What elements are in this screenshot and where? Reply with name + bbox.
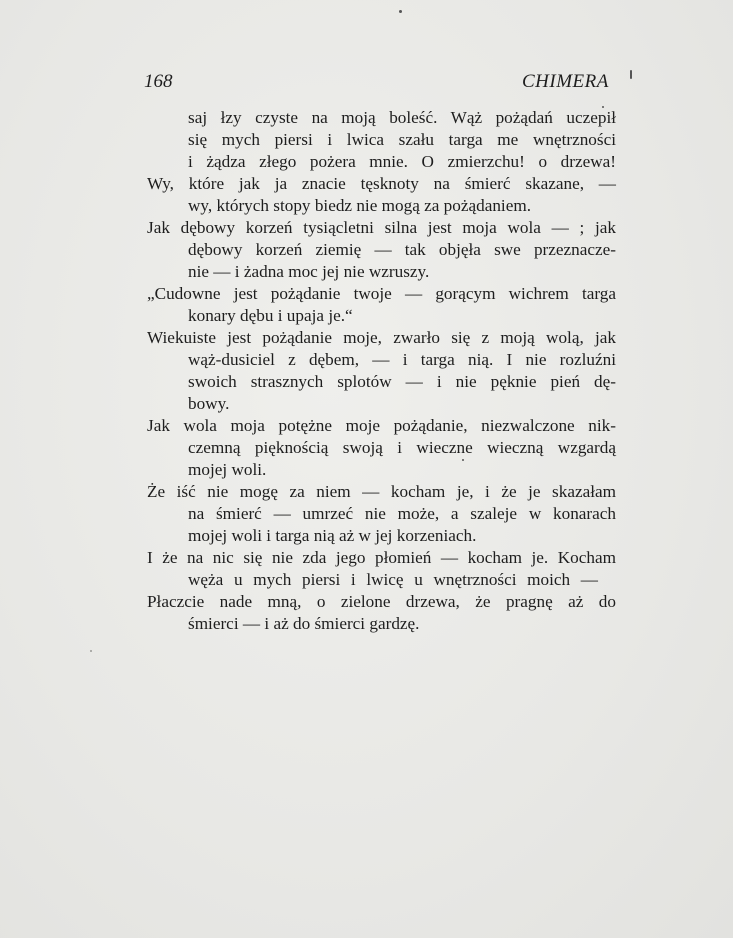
scan-speck: [462, 459, 464, 461]
text-line: na śmierć — umrzeć nie może, a szaleje w konarach: [188, 504, 616, 523]
text-line: dębowy korzeń ziemię — tak objęła swe przeznacze-: [188, 240, 616, 259]
text-line: konary dębu i upaja je.“: [188, 306, 353, 325]
text-line: śmierci — i aż do śmierci gardzę.: [188, 614, 420, 633]
text-line: bowy.: [188, 394, 230, 413]
scan-speck: [602, 106, 604, 108]
text-line: wy, których stopy biedz nie mogą za pożądaniem.: [188, 196, 532, 215]
text-line: nie — i żadna moc jej nie wzruszy.: [188, 262, 430, 281]
page-number: 168: [144, 71, 173, 92]
text-line: Jak dębowy korzeń tysiącletni silna jest moja wola — ; jak: [147, 218, 616, 237]
text-line: Jak wola moja potężne moje pożądanie, niezwalczone nik-: [147, 416, 616, 435]
scan-speck: [630, 70, 632, 79]
scan-speck: [90, 650, 92, 652]
text-line: Wiekuiste jest pożądanie moje, zwarło się z moją wolą, jak: [147, 328, 616, 347]
text-line: Wy, które jak ja znacie tęsknoty na śmierć skazane, —: [147, 174, 616, 193]
scan-speck: [399, 10, 402, 13]
text-line: węża u mych piersi i lwicę u wnętrzności moich —: [188, 570, 598, 589]
text-line: Że iść nie mogę za niem — kocham je, i że je skazałam: [147, 482, 616, 501]
text-line: się mych piersi i lwica szału targa me wnętrzności: [188, 130, 616, 149]
text-line: „Cudowne jest pożądanie twoje — gorącym wichrem targa: [147, 284, 616, 303]
running-title: CHIMERA: [522, 71, 609, 92]
text-line: czemną pięknością swoją i wieczne wieczną wzgardą: [188, 438, 616, 457]
text-line: swoich strasznych splotów — i nie pęknie pień dę-: [188, 372, 616, 391]
text-line: mojej woli i targa nią aż w jej korzeniach.: [188, 526, 477, 545]
text-line: saj łzy czyste na moją boleść. Wąż pożądań uczepił: [188, 108, 616, 127]
text-line: Płaczcie nade mną, o zielone drzewa, że pragnę aż do: [147, 592, 616, 611]
text-line: wąż-dusiciel z dębem, — i targa nią. I nie rozluźni: [188, 350, 616, 369]
text-line: mojej woli.: [188, 460, 267, 479]
text-line: i żądza złego pożera mnie. O zmierzchu! o drzewa!: [188, 152, 616, 171]
text-line: I że na nic się nie zda jego płomień — kocham je. Kocham: [147, 548, 616, 567]
